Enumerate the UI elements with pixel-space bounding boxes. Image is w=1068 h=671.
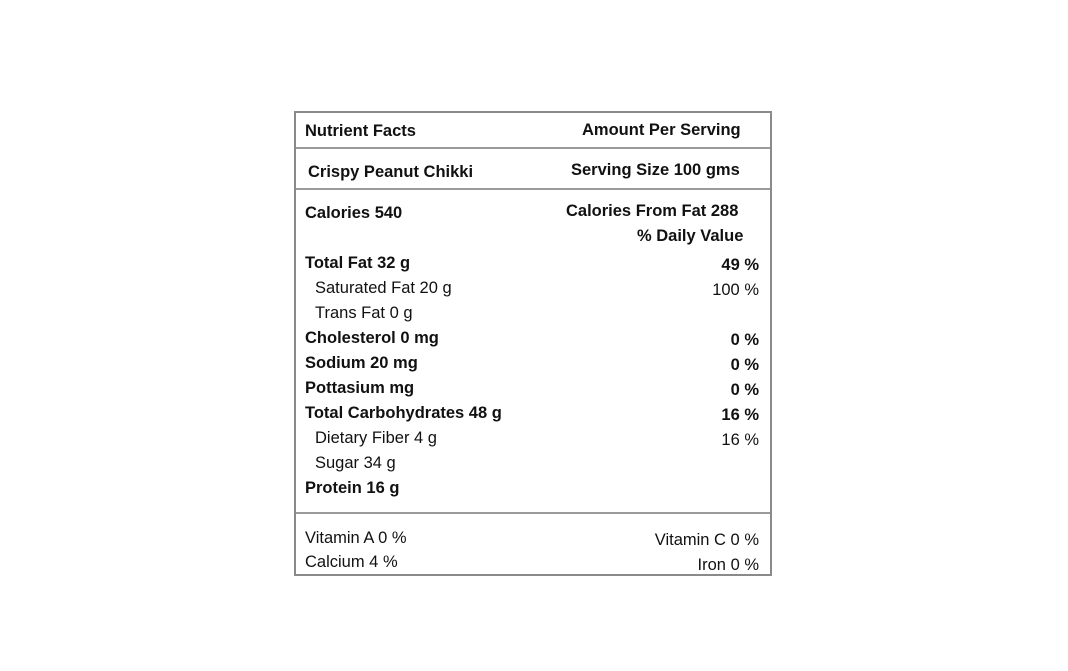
nutrient-label-protein: Protein 16 g — [305, 479, 400, 497]
nutrient-facts-title: Nutrient Facts — [305, 122, 416, 140]
divider-vitamins — [296, 512, 770, 514]
nutrient-value-cholesterol: 0 % — [730, 331, 759, 349]
nutrient-value-dietary-fiber: 16 % — [721, 431, 759, 449]
nutrient-label-total-carbohydrates: Total Carbohydrates 48 g — [305, 404, 502, 422]
divider-product — [296, 188, 770, 190]
product-name: Crispy Peanut Chikki — [308, 163, 474, 181]
nutrient-label-cholesterol: Cholesterol 0 mg — [305, 329, 439, 347]
nutrient-value-pottasium: 0 % — [730, 381, 759, 399]
nutrient-label-pottasium: Pottasium mg — [305, 379, 415, 397]
vitamin-c-label: Vitamin C 0 % — [654, 531, 759, 549]
divider-header — [296, 147, 770, 149]
nutrient-value-sodium: 0 % — [730, 356, 759, 374]
nutrient-value-total-fat: 49 % — [721, 256, 759, 274]
iron-label: Iron 0 % — [697, 556, 759, 574]
nutrient-value-saturated-fat: 100 % — [712, 281, 759, 299]
daily-value-heading: % Daily Value — [637, 227, 744, 245]
nutrient-label-dietary-fiber: Dietary Fiber 4 g — [315, 429, 437, 447]
serving-size: Serving Size 100 gms — [571, 161, 740, 179]
nutrient-value-total-carbohydrates: 16 % — [721, 406, 759, 424]
nutrient-label-trans-fat: Trans Fat 0 g — [315, 304, 413, 322]
vitamin-a-label: Vitamin A 0 % — [305, 529, 407, 547]
calories-label: Calories 540 — [305, 204, 403, 222]
calcium-label: Calcium 4 % — [305, 553, 398, 571]
calories-from-fat: Calories From Fat 288 — [566, 202, 739, 220]
nutrient-label-sodium: Sodium 20 mg — [305, 354, 418, 372]
nutrient-label-sugar: Sugar 34 g — [315, 454, 396, 472]
nutrient-label-total-fat: Total Fat 32 g — [305, 254, 411, 272]
amount-per-serving-label: Amount Per Serving — [582, 121, 741, 139]
nutrition-facts-panel — [294, 111, 772, 576]
nutrient-label-saturated-fat: Saturated Fat 20 g — [315, 279, 452, 297]
